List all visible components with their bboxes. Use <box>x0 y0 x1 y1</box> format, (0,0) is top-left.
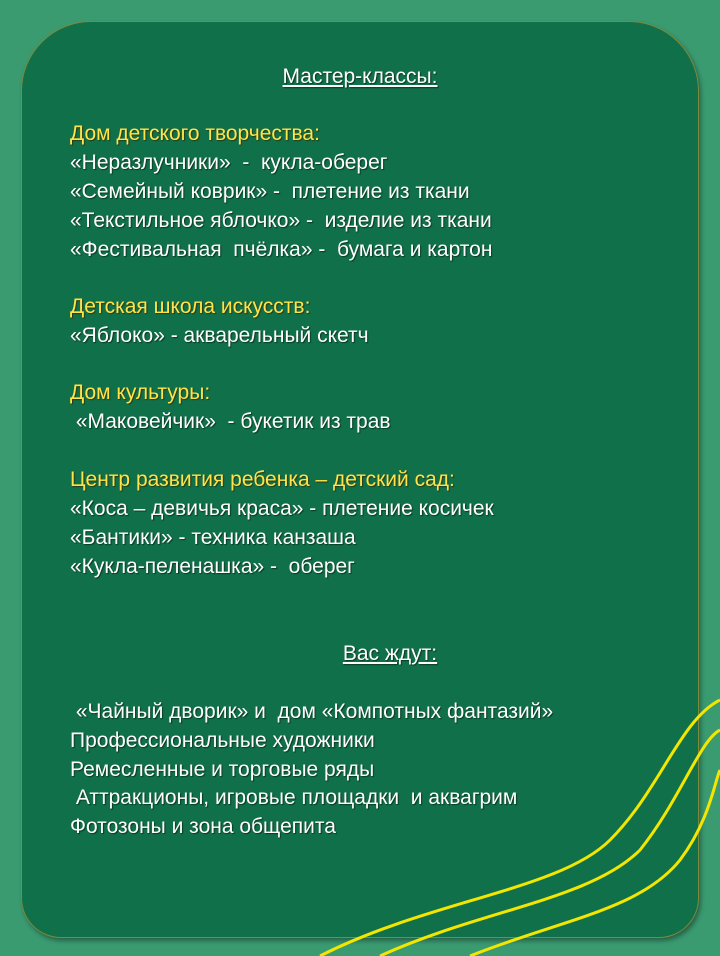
group-heading-house-of-culture: Дом культуры: <box>70 381 211 404</box>
master-classes-title: Мастер-классы: <box>282 65 438 88</box>
group-heading-house-of-children-creativity: Дом детского творчества: <box>70 122 320 145</box>
list-item: «Неразлучники» - кукла-оберег <box>70 151 388 174</box>
awaits-title: Вас ждут: <box>342 642 438 665</box>
list-item: «Семейный коврик» - плетение из ткани <box>70 180 470 203</box>
list-item: Ремесленные и торговые ряды <box>70 758 375 781</box>
list-item: Фотозоны и зона общепита <box>70 815 336 838</box>
list-item: «Бантики» - техника канзаша <box>70 526 356 549</box>
list-item: «Яблоко» - акварельный скетч <box>70 324 369 347</box>
list-item: «Фестивальная пчёлка» - бумага и картон <box>70 238 493 261</box>
list-item: Профессиональные художники <box>70 729 375 752</box>
list-item: «Чайный дворик» и дом «Компотных фантазий» <box>70 700 554 723</box>
group-heading-child-development-center: Центр развития ребенка – детский сад: <box>70 468 455 491</box>
list-item: «Маковейчик» - букетик из трав <box>70 410 391 433</box>
list-item: Аттракционы, игровые площадки и аквагрим <box>70 786 518 809</box>
list-item: «Коса – девичья краса» - плетение косичек <box>70 497 494 520</box>
list-item: «Текстильное яблочко» - изделие из ткани <box>70 209 492 232</box>
list-item: «Кукла-пеленашка» - оберег <box>70 555 355 578</box>
group-heading-art-school: Детская школа искусств: <box>70 295 311 318</box>
